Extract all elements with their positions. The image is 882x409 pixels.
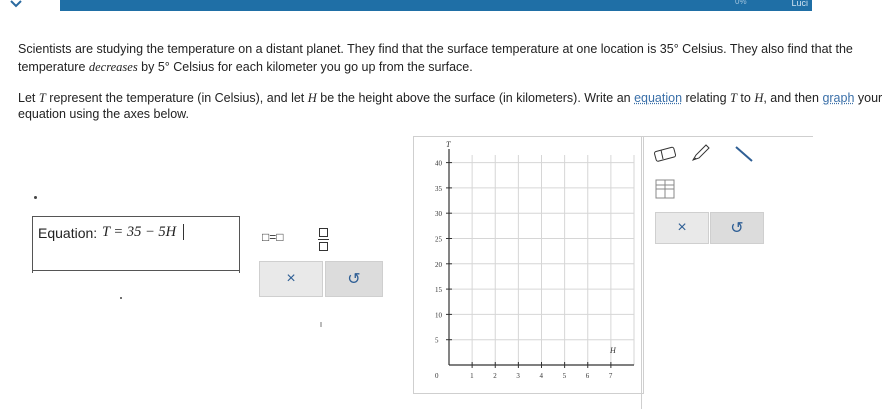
x-tick-label: 3 <box>516 372 520 380</box>
divider-mark <box>320 322 322 327</box>
undo-icon: ↺ <box>730 220 744 237</box>
x-tick-label: 0 <box>435 372 439 380</box>
equals-template-button[interactable]: □=□ <box>262 230 284 244</box>
y-tick-label: 40 <box>435 159 442 168</box>
chevron-down-icon[interactable] <box>8 0 24 10</box>
x-axis-label: H <box>610 346 616 355</box>
equation-label: Equation: <box>38 225 98 241</box>
equation-box-border <box>32 270 240 271</box>
undo-icon: ↺ <box>347 271 361 288</box>
fraction-template-button[interactable] <box>318 228 329 251</box>
graph-panel[interactable] <box>413 136 644 394</box>
problem-line-4: equation using the axes below. <box>18 107 189 121</box>
y-tick-label: 30 <box>435 210 442 219</box>
top-bar <box>0 0 812 11</box>
x-tick-label: 6 <box>585 372 590 380</box>
bullet-dot <box>34 196 37 199</box>
tools-panel <box>641 136 813 409</box>
x-tick-label: 5 <box>562 372 567 380</box>
y-axis-label: T <box>446 140 451 149</box>
x-tick-label: 7 <box>608 372 613 380</box>
equation-input[interactable]: T = 35 − 5H <box>102 224 177 240</box>
y-tick-label: 10 <box>435 311 442 320</box>
x-tick-label: 4 <box>539 372 543 380</box>
equation-link[interactable]: equation <box>634 91 683 105</box>
grid <box>449 155 634 365</box>
problem-line-3: Let T represent the temperature (in Celsius), and let H be the height above the surface (in kilometers). Write an equation relating T to H, and then graph your <box>18 91 882 105</box>
y-tick-label: 5 <box>435 336 439 345</box>
undo-equation-button[interactable] <box>325 261 383 297</box>
x-tick-label: 2 <box>493 372 497 380</box>
text-caret <box>183 224 184 240</box>
x-tick-label: 1 <box>470 372 474 380</box>
y-tick-label: 15 <box>435 286 442 295</box>
problem-line-1: Scientists are studying the temperature on a distant planet. They find that the surface temperature at one location is 35° Celsius. They also find that the <box>18 42 853 56</box>
close-icon: × <box>286 270 296 287</box>
clear-equation-button[interactable] <box>259 261 323 297</box>
graph-link[interactable]: graph <box>822 91 855 105</box>
y-tick-label: 25 <box>435 235 442 244</box>
bullet-dot <box>120 297 122 299</box>
axis-ticks <box>435 140 617 380</box>
y-tick-label: 20 <box>435 260 442 269</box>
user-name[interactable]: Luci <box>791 0 808 8</box>
problem-line-2: temperature decreases by 5° Celsius for each kilometer you go up from the surface. <box>18 60 473 74</box>
progress-text: 0% <box>735 0 747 6</box>
y-tick-label: 35 <box>435 184 442 193</box>
graph-canvas[interactable] <box>414 137 643 393</box>
close-icon: × <box>677 219 687 236</box>
